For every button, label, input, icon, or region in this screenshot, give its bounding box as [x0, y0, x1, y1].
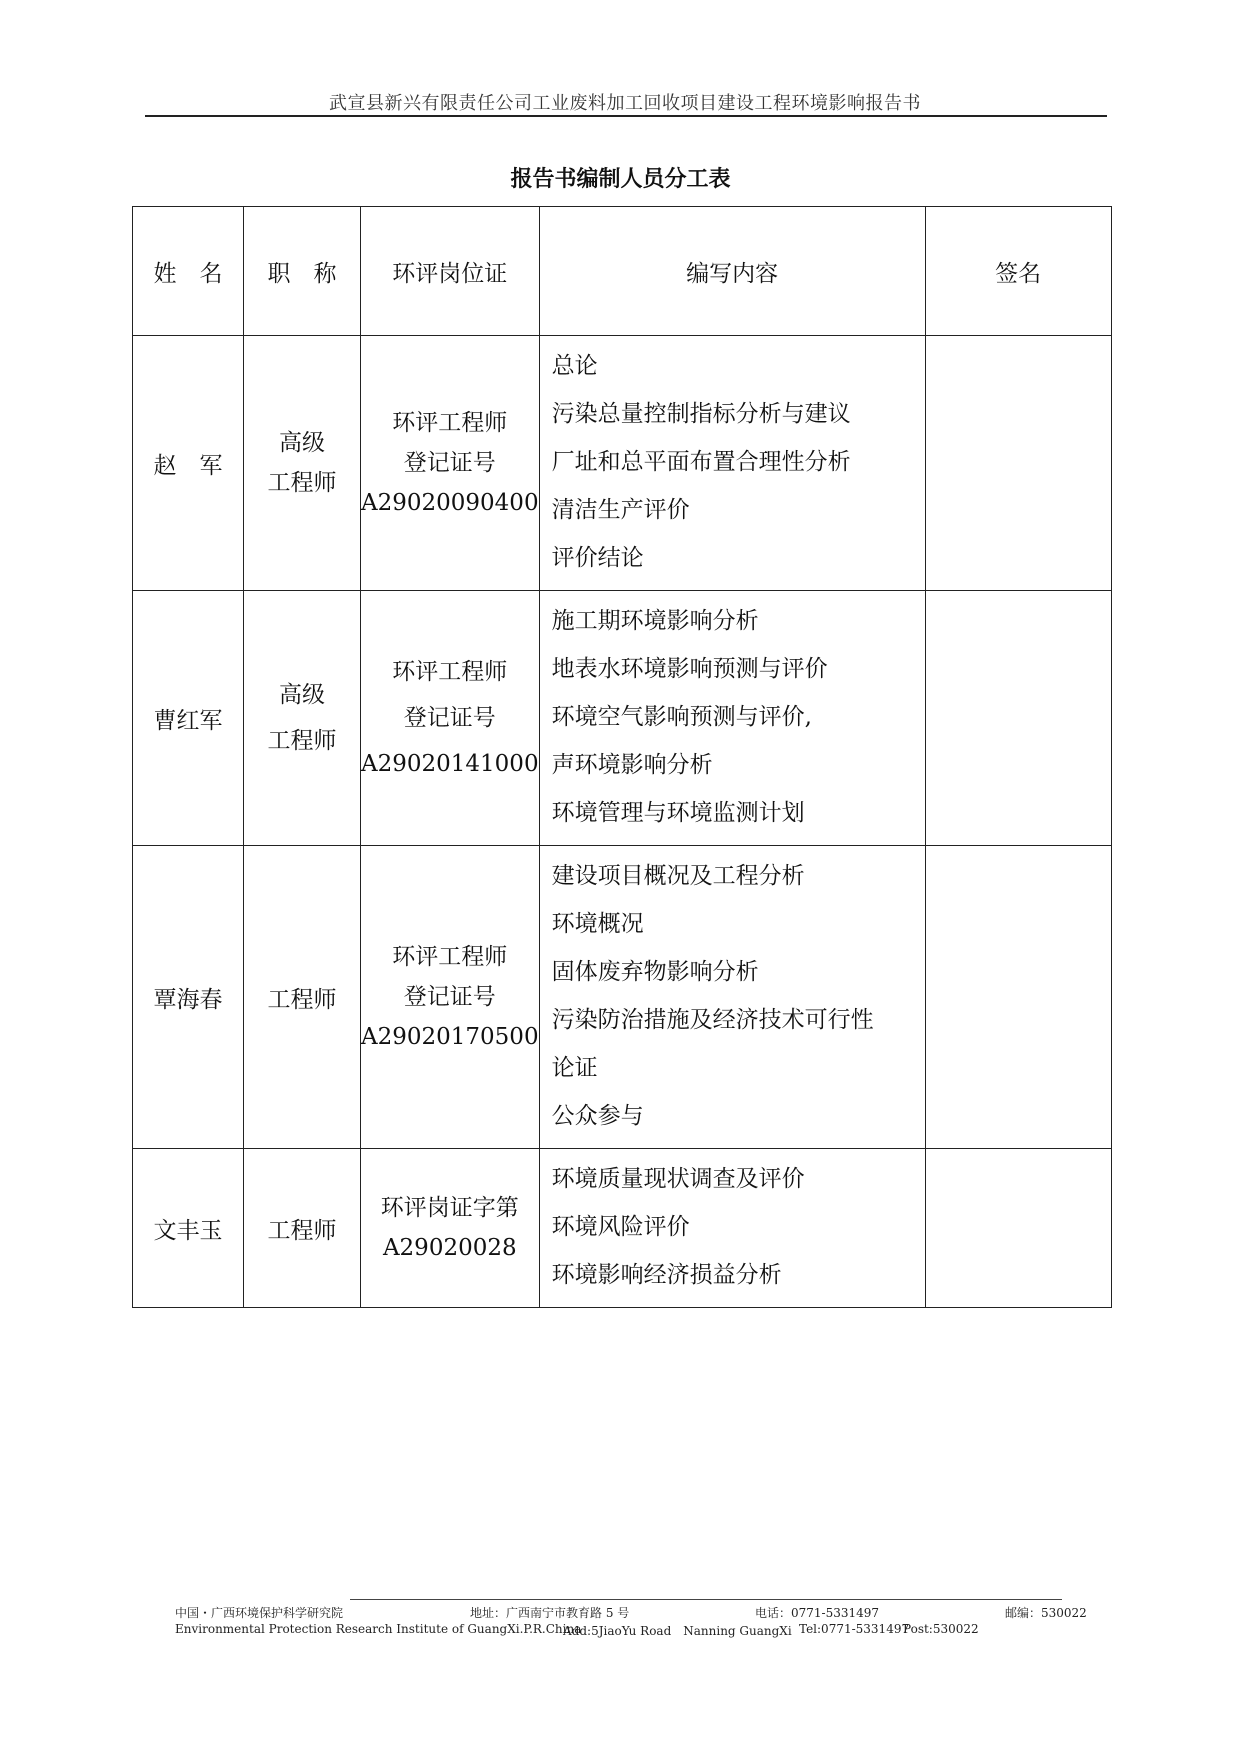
- footer-postcode: 邮编：530022: [1005, 1606, 1087, 1620]
- title-line: 工程师: [267, 728, 337, 754]
- staff-name: 覃海春: [133, 846, 244, 1149]
- footer-address-en: Add:5JiaoYu Road Nanning GuangXi: [563, 1624, 792, 1638]
- content-item: 环境质量现状调查及评价: [551, 1166, 805, 1192]
- staff-cert: [361, 336, 540, 591]
- signature-cell: [925, 1149, 1111, 1308]
- cert-line: A29020028: [382, 1235, 517, 1261]
- header-content: 编写内容: [539, 207, 925, 336]
- cert-line: A29020090400: [361, 490, 539, 516]
- content-item: 厂址和总平面布置合理性分析: [551, 449, 851, 475]
- cert-line: 登记证号: [403, 450, 496, 476]
- staff-content: [539, 336, 925, 591]
- header-title: 职 称: [244, 207, 361, 336]
- table-row: [133, 336, 1112, 591]
- content-item: 环境空气影响预测与评价,: [551, 704, 812, 730]
- header-rule: [145, 115, 1107, 117]
- content-item: 环境管理与环境监测计划: [551, 800, 805, 826]
- staff-cert: [361, 846, 540, 1149]
- title-line: 工程师: [267, 470, 337, 496]
- header-name: 姓 名: [133, 207, 244, 336]
- title-line: 高级: [279, 682, 325, 708]
- footer-rule: [350, 1599, 1062, 1600]
- staff-name: 曹红军: [133, 591, 244, 846]
- staff-name: 文丰玉: [133, 1149, 244, 1308]
- header-sign: 签名: [925, 207, 1111, 336]
- table-row: [133, 591, 1112, 846]
- content-item: 环境风险评价: [551, 1214, 690, 1240]
- footer-org-en: Environmental Protection Research Institute of GuangXi.P.R.China: [175, 1622, 582, 1636]
- staff-table: [132, 206, 1112, 1308]
- table-header-row: [133, 207, 1112, 336]
- content-item: 评价结论: [551, 545, 644, 571]
- staff-cert: [361, 591, 540, 846]
- content-item: 声环境影响分析: [551, 752, 713, 778]
- table-row: [133, 1149, 1112, 1308]
- cert-line: 环评工程师: [392, 410, 508, 436]
- staff-title: [244, 591, 361, 846]
- signature-cell: [925, 846, 1111, 1149]
- staff-cert: [361, 1149, 540, 1308]
- staff-name: 赵 军: [133, 336, 244, 591]
- staff-content: [539, 1149, 925, 1308]
- content-item: 清洁生产评价: [551, 497, 690, 523]
- content-item: 污染总量控制指标分析与建议: [551, 401, 851, 427]
- content-item: 公众参与: [551, 1103, 644, 1129]
- footer-address: 地址：广西南宁市教育路 5 号: [470, 1606, 630, 1620]
- staff-title: 工程师: [244, 1149, 361, 1308]
- content-item: 建设项目概况及工程分析: [551, 863, 805, 889]
- table-row: [133, 846, 1112, 1149]
- content-item: 环境影响经济损益分析: [551, 1262, 782, 1288]
- staff-title: [244, 336, 361, 591]
- content-item: 施工期环境影响分析: [551, 608, 759, 634]
- cert-line: 环评岗证字第: [380, 1195, 519, 1221]
- cert-line: 登记证号: [403, 705, 496, 731]
- content-item: 环境概况: [551, 911, 644, 937]
- footer-phone-en: Tel:0771-5331497: [799, 1622, 910, 1636]
- content-item: 污染防治措施及经济技术可行性: [551, 1007, 874, 1033]
- staff-content: [539, 846, 925, 1149]
- cert-line: 环评工程师: [392, 944, 508, 970]
- content-item: 地表水环境影响预测与评价: [551, 656, 828, 682]
- content-item: 固体废弃物影响分析: [551, 959, 759, 985]
- cert-line: A29020141000: [361, 751, 539, 777]
- cert-line: 登记证号: [403, 984, 496, 1010]
- content-item: 论证: [551, 1055, 598, 1081]
- cert-line: 环评工程师: [392, 659, 508, 685]
- footer-postcode-en: Post:530022: [903, 1622, 979, 1636]
- footer-phone: 电话：0771-5331497: [755, 1606, 880, 1620]
- running-header: 武宣县新兴有限责任公司工业废料加工回收项目建设工程环境影响报告书: [329, 93, 921, 114]
- signature-cell: [925, 336, 1111, 591]
- cert-line: A29020170500: [361, 1024, 539, 1050]
- header-cert: 环评岗位证: [361, 207, 540, 336]
- title-line: 高级: [279, 430, 325, 456]
- staff-content: [539, 591, 925, 846]
- table-title: 报告书编制人员分工表: [510, 167, 731, 192]
- content-item: 总论: [551, 353, 598, 379]
- footer-org: 中国・广西环境保护科学研究院: [175, 1606, 344, 1620]
- staff-title: 工程师: [244, 846, 361, 1149]
- signature-cell: [925, 591, 1111, 846]
